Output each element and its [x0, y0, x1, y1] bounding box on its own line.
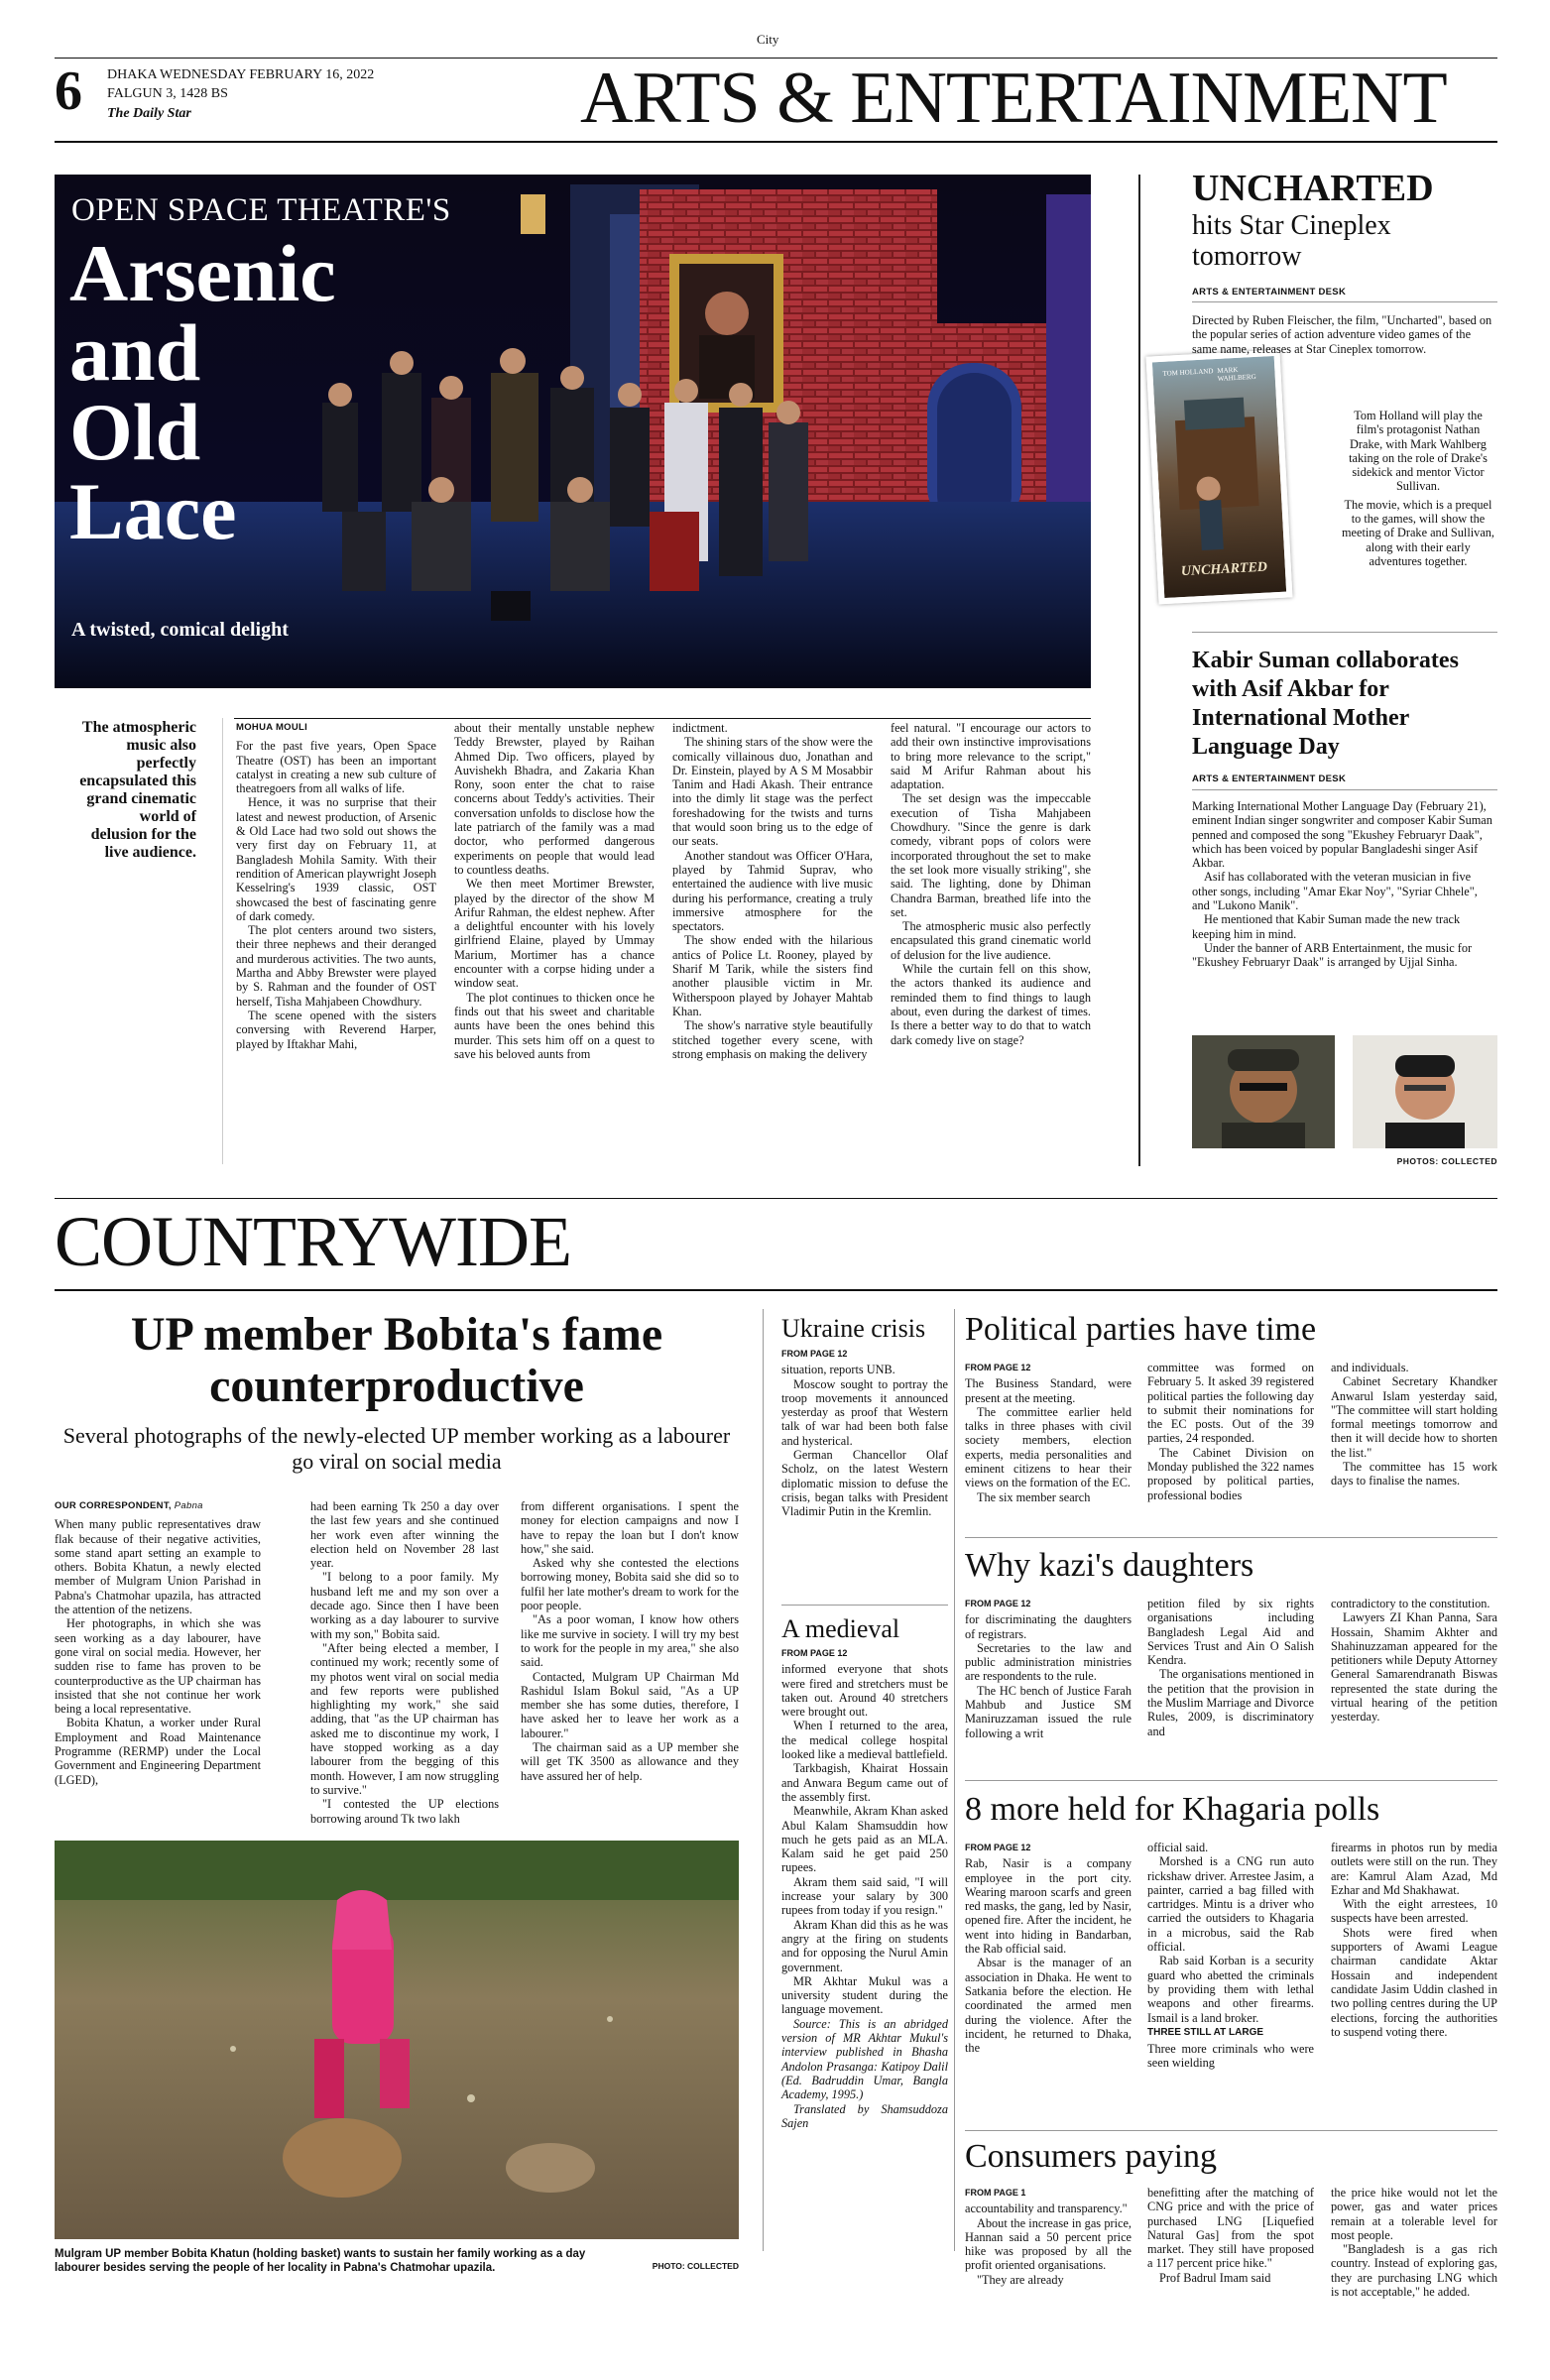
paragraph: When many public representatives draw flak because of their negative activities, some stand apart setting an example to others. Bobita Khatun, a newly elected member of Mulgram Union Parishad in Pabna's Chatmohar upazila, has attracted the attention of the netizens.	[55, 1517, 261, 1617]
arsenic-title-line: Lace	[69, 466, 237, 556]
bobita-col-3	[521, 1499, 739, 1783]
poster-title: UNCHARTED	[1180, 559, 1268, 580]
paragraph: Cabinet Secretary Khandker Anwarul Islam yesterday said, "The committee will start holding formal meetings tomorrow and then it will decide how to shorten the list."	[1331, 1374, 1497, 1460]
paragraph: Under the banner of ARB Entertainment, the music for "Ekushey Februaryr Daak" is arranged by Ujjal Sinha.	[1192, 940, 1473, 970]
paragraph: the price hike would not let the power, gas and water prices remain at a tolerable level for most people.	[1331, 2186, 1497, 2242]
bobita-byline: OUR CORRESPONDENT, Pabna	[55, 1500, 203, 1511]
uncharted-desk: ARTS & ENTERTAINMENT DESK	[1192, 287, 1347, 298]
paragraph: Lawyers ZI Khan Panna, Sara Hossain, Shamim Akhter and Shahinuzzaman appeared for the petitioners while Deputy Attorney General Samarendranath Biswas represented the state during the virtual hearing of the petition yesterday.	[1331, 1610, 1497, 1725]
kazi-col-2	[1147, 1597, 1314, 1738]
arsenic-col-2	[454, 721, 655, 1061]
paragraph: "After being elected a member, I continued my work; recently some of my photos went viral on social media and few reports were published highlighting my work," she said adding, that "as the UP chairman has asked me to discontinue my work, I have stopped working as a day labourer from the begging of this month. However, I am now struggling to survive."	[310, 1640, 499, 1797]
paragraph: About the increase in gas price, Hannan said a 50 percent price hike was proposed by all the profit oriented organisations.	[965, 2215, 1132, 2273]
paragraph: "I belong to a poor family. My husband left me and my son over a decade ago. Since then I have been working as a day labourer to survive with my son," Bobita said.	[310, 1570, 499, 1641]
paragraph: German Chancellor Olaf Scholz, on the latest Western diplomatic mission to defuse the crisis, began talks with President Vladimir Putin in the Kremlin.	[781, 1448, 948, 1519]
paragraph: The Cabinet Division on Monday published the 322 names proposed by political parties, professional bodies	[1147, 1445, 1314, 1502]
poster-name-1: TOM HOLLAND	[1162, 367, 1214, 378]
section-label: City	[757, 32, 779, 47]
paragraph: Marking International Mother Language Day (February 21), eminent Indian singer songwriter and composer Kabir Suman penned and composed the song "Ekushey Februaryr Daak", which has been voiced by popular Bangladeshi singer Asif Akbar.	[1192, 799, 1492, 871]
paragraph: The scene opened with the sisters conversing with Reverend Harper, played by Iftakhar Mahi,	[236, 1008, 436, 1051]
bobita-headline: UP member Bobita's fame counterproductive	[130, 1308, 663, 1412]
paragraph: For the past five years, Open Space Theatre (OST) has been an important catalyst in creating a new sub culture of theatregoers from all walks of life.	[236, 739, 436, 796]
arsenic-byline: MOHUA MOULI	[236, 722, 308, 733]
paragraph: Secretaries to the law and public administration ministries are respondents to the rule.	[965, 1640, 1132, 1684]
paragraph: contradictory to the constitution.	[1331, 1597, 1490, 1610]
paragraph: Absar is the manager of an association in Dhaka. He went to Satkania before the election. He coordinated the armed men during the violence. After the incident, he returned to Dhaka, the	[965, 1956, 1132, 2056]
paragraph: The organisations mentioned in the petition that the provision in the Muslim Marriage and Divorce Rules, 2009, is discriminatory and	[1147, 1667, 1315, 1738]
paragraph: He mentioned that Kabir Suman made the new track keeping him in mind.	[1192, 912, 1461, 941]
kabir-photo-credit: PHOTOS: COLLECTED	[1396, 1156, 1497, 1166]
paragraph: The HC bench of Justice Farah Mahbub and Justice SM Maniruzzaman issued the rule following a writ	[965, 1683, 1132, 1740]
arsenic-hero-photo	[55, 175, 1091, 688]
uncharted-title: UNCHARTED	[1192, 168, 1434, 209]
khagaria-col-1	[965, 1841, 1132, 2055]
paragraph: Directed by Ruben Fleischer, the film, "Uncharted", based on the popular series of action adventure video games of the same name, releases at Star Cineplex tomorrow.	[1192, 313, 1492, 356]
paragraph: Tom Holland will play the film's protagonist Nathan Drake, with Mark Wahlberg taking on the role of Drake's sidekick and mentor Victor Sullivan.	[1349, 409, 1488, 494]
consumers-col-1	[965, 2186, 1132, 2287]
paragraph: about their mentally unstable nephew Teddy Brewster, played by Raihan Ahmed Dip. Two officers, played by Auvishekh Bhadra, and Zakaria Khan Rony, soon enter the chat to raise concerns about Teddy's activities. Their conversation unfolds to disclose how the late patriarch of the family was a mad doctor, who performed dangerous experiments on people that would lead to countless deaths.	[454, 721, 655, 877]
paragraph: had been earning Tk 250 a day over the last few years and she continued her work even after winning the election held on November 28 last year.	[310, 1499, 499, 1571]
paper-logo: The Daily Star	[107, 106, 191, 121]
arsenic-title-line: Arsenic	[69, 228, 336, 318]
paragraph: from different organisations. I spent the money for election campaigns and now I have to repay the loan but I don't know how," she said.	[521, 1499, 739, 1556]
paragraph: Moscow sought to portray the troop movements it announced yesterday as proof that Western talk of war had been both false and hysterical.	[781, 1376, 948, 1448]
paragraph: The shining stars of the show were the comically villainous duo, Jonathan and Dr. Einstein, played by A S M Mosabbir Tanim and Hadi Akash. Their entrance into the dimly lit stage was the perfect foreshadowing for the twists and turns that would soon bring us to the edge of our seats.	[672, 735, 873, 849]
arsenic-col-3	[672, 721, 873, 1061]
paragraph: Meanwhile, Akram Khan asked Abul Kalam Shamsuddin how much he gets paid as an MLA. Kalam said he get paid 250 rupees.	[781, 1804, 948, 1875]
paragraph: for discriminating the daughters of registrars.	[965, 1612, 1132, 1641]
paragraph: The movie, which is a prequel to the games, will show the meeting of Drake and Sullivan, along with their early adventures together.	[1341, 497, 1494, 568]
paragraph: Shots were fired when supporters of Awami League chairman candidate Aktar Hossain and independent candidate Jasim Uddin clashed in two polling centres during the UP elections, forcing the authorities to suspend voting there.	[1331, 1925, 1497, 2039]
uncharted-subtitle: hits Star Cineplex tomorrow	[1192, 210, 1391, 272]
paragraph: The plot continues to thicken once he finds out that his sweet and charitable aunts have been the ones behind this murder. This sets him off on a quest to save his beloved aunts from	[454, 990, 655, 1061]
paragraph: The Business Standard, were present at the meeting.	[965, 1376, 1132, 1405]
paragraph: petition filed by six rights organisations including Bangladesh Legal Aid and Services Trust and Ain O Salish Kendra.	[1147, 1597, 1314, 1668]
countrywide-title: COUNTRYWIDE	[55, 1202, 571, 1281]
paragraph: situation, reports UNB.	[781, 1363, 895, 1377]
political-col-2	[1147, 1361, 1314, 1502]
asif-akbar-photo	[1353, 1035, 1497, 1148]
paragraph: feel natural. "I encourage our actors to add their own instinctive improvisations to bring more relevance to the script," said M Arifur Rahman about his adaptation.	[891, 721, 1091, 792]
paragraph: Another standout was Officer O'Hara, played by Tahmid Suprav, who entertained the audience with live music during his performance, creating a truly immersive atmosphere for the spectators.	[672, 848, 873, 934]
from-page: FROM PAGE 12	[965, 1843, 1031, 1852]
ukraine-body	[781, 1347, 948, 1519]
khagaria-subhead: THREE STILL AT LARGE	[1147, 2026, 1264, 2038]
translator-note: Translated by Shamsuddoza Sajen	[781, 2101, 948, 2130]
from-page: FROM PAGE 12	[781, 1648, 848, 1658]
political-headline: Political parties have time	[965, 1311, 1317, 1348]
paragraph: Asif has collaborated with the veteran musician in five other songs, including "Amar Ekar Noy", "Syriar Chhele", and "Lukono Manik".	[1192, 870, 1478, 913]
arsenic-tagline: A twisted, comical delight	[71, 619, 289, 641]
paragraph: MR Akhtar Mukul was a university student during the language movement.	[781, 1973, 948, 2017]
medieval-body	[781, 1646, 948, 2130]
paragraph: and individuals.	[1331, 1361, 1409, 1374]
from-page: FROM PAGE 12	[965, 1599, 1031, 1608]
consumers-headline: Consumers paying	[965, 2138, 1218, 2175]
paragraph: firearms in photos run by media outlets were still on the run. They are: Kamrul Alam Azad, Md Ezhar and Md Shakhawat.	[1331, 1841, 1497, 1897]
political-col-1	[965, 1361, 1132, 1504]
paragraph: Bobita Khatun, a worker under Rural Employment and Road Maintenance Programme (RERMP) under the Local Government and Engineering Department (LGED),	[55, 1716, 261, 1787]
khagaria-headline: 8 more held for Khagaria polls	[965, 1791, 1380, 1828]
paragraph: Tarkbagish, Khairat Hossain and Anwara Begum came out of the assembly first.	[781, 1761, 948, 1804]
arsenic-pull-quote: The atmospheric music also perfectly encapsulated this grand cinematic world of delusion for the live audience.	[79, 719, 196, 861]
bangla-date: FALGUN 3, 1428 BS	[107, 86, 228, 101]
paragraph: Three more criminals who were seen wielding	[1147, 2042, 1314, 2071]
paragraph: Asked why she contested the elections borrowing money, Bobita said she did so to fulfil her late mother's dream to work for the poor people.	[521, 1556, 739, 1613]
kabir-desk: ARTS & ENTERTAINMENT DESK	[1192, 774, 1347, 784]
ukraine-headline: Ukraine crisis	[781, 1314, 926, 1343]
paragraph: The show ended with the hilarious antics of Police Lt. Rooney, played by Sharif M Tarik, while the sisters find another plausible victim in Mr. Witherspoon played by Johayer Mahtab Khan.	[672, 933, 873, 1018]
consumers-col-3	[1331, 2186, 1497, 2299]
paragraph: accountability and transparency."	[965, 2202, 1128, 2216]
date-line: DHAKA WEDNESDAY FEBRUARY 16, 2022	[107, 67, 375, 82]
arsenic-title-line: and	[69, 307, 201, 398]
bobita-photo-caption: Mulgram UP member Bobita Khatun (holding basket) wants to sustain her family working as a day labourer besides serving the people of her locality in Pabna's Chatmohar upazila.	[55, 2248, 586, 2274]
from-page: FROM PAGE 1	[965, 2188, 1026, 2198]
paragraph: official said.	[1147, 1841, 1209, 1854]
paragraph: Akram Khan did this as he was angry at the firing on students and for opposing the Nurul Amin government.	[781, 1917, 948, 1974]
paragraph: "They are already	[977, 2272, 1064, 2287]
kazi-col-1	[965, 1597, 1132, 1740]
paragraph: The show's narrative style beautifully stitched together every scene, with strong emphasis on making the delivery	[672, 1018, 873, 1061]
paragraph: When I returned to the area, the medical college hospital looked like a medieval battlefield.	[781, 1719, 948, 1762]
arsenic-title	[69, 228, 336, 556]
paragraph: The plot centers around two sisters, their three nephews and their deranged and murderous activities. The two aunts, Martha and Abby Brewster were played by S. Rahman and the founder of OST herself, Tisha Mahjabeen Chowdhury.	[236, 923, 436, 1009]
political-col-3	[1331, 1361, 1497, 1488]
uncharted-body-2	[1339, 409, 1497, 568]
kabir-body	[1192, 799, 1497, 970]
paragraph: Rab, Nasir is a company employee in the port city. Wearing maroon scarfs and green red masks, the gang, led by Nasir, opened fire. After the incident, he went into hiding in Bandarban, the Rab official said.	[965, 1856, 1132, 1957]
bobita-col-1	[55, 1499, 261, 1787]
source-note: Source: This is an abridged version of MR Akhtar Mukul's interview published in Bhasha Andolon Prasanga: Katipoy Dalil (Ed. Badruddin Umar, Bangla Academy, 1995.)	[781, 2016, 948, 2102]
paragraph: The six member search	[977, 1489, 1091, 1504]
paragraph: With the eight arrestees, 10 suspects have been arrested.	[1331, 1897, 1497, 1926]
from-page: FROM PAGE 12	[781, 1349, 848, 1359]
paragraph: benefitting after the matching of CNG price and with the price of purchased LNG [Liquefied Natural Gas] from the spot market. They still have proposed a 117 percent price hike."	[1147, 2186, 1314, 2271]
paragraph: "Bangladesh is a gas rich country. Instead of exploring gas, they are purchasing LNG which is not acceptable," he added.	[1331, 2242, 1497, 2300]
paragraph: Her photographs, in which she was seen working as a day labourer, have gone viral on social media. However, her sudden rise to fame has proven to be counterproductive as the UP chairman has insisted that she not continue her work being a local representative.	[55, 1616, 261, 1717]
medieval-headline: A medieval	[781, 1614, 900, 1643]
khagaria-col-2	[1147, 1841, 1314, 2071]
paragraph: The chairman said as a UP member she will get TK 3500 as allowance and they have assured her of help.	[521, 1740, 739, 1783]
arsenic-title-line: Old	[69, 387, 201, 477]
khagaria-col-3	[1331, 1841, 1497, 2039]
paragraph: "As a poor woman, I know how others like me survive in society. I will try my best to work for the people in my area," she also said.	[521, 1612, 739, 1670]
paragraph: While the curtain fell on this show, the actors thanked its audience and reminded them to find things to laugh about, even during the darkest of times. Is there a better way to do that to watch dark comedy live on stage?	[891, 962, 1091, 1047]
paragraph: The atmospheric music also perfectly encapsulated this grand cinematic world of delusion for the live audience.	[891, 919, 1091, 962]
paragraph: We then meet Mortimer Brewster, played by the director of the show M Arifur Rahman, the eldest nephew. After a delightful encounter with his lovely girlfriend Elaine, played by Ummay Marium, Mortimer has a chance encounter with a corpse hiding under a window seat.	[454, 877, 655, 991]
paragraph: Prof Badrul Imam said	[1159, 2270, 1271, 2285]
kazi-col-3	[1331, 1597, 1497, 1725]
paragraph: Morshed is a CNG run auto rickshaw driver. Arrestee Jasim, a painter, carried a bag filled with cartridges. Mintu is a driver who carried the outsiders to Khagaria in a microbus, said the Rab official.	[1147, 1854, 1314, 1955]
paragraph: informed everyone that shots were fired and stretchers must be taken out. Around 40 stretchers were brought out.	[781, 1662, 948, 1720]
kabir-suman-photo	[1192, 1035, 1335, 1148]
uncharted-body	[1192, 313, 1497, 356]
consumers-col-2	[1147, 2186, 1314, 2285]
section-title: ARTS & ENTERTAINMENT	[580, 58, 1447, 139]
paragraph: The committee has 15 work days to finalise the names.	[1331, 1460, 1497, 1488]
paragraph: indictment.	[672, 721, 728, 735]
uncharted-poster	[1146, 350, 1293, 605]
paragraph: Akram them said said, "I will increase your salary by 300 rupees from today if you resign."	[781, 1874, 948, 1918]
kabir-title: Kabir Suman collaborates with Asif Akbar for International Mother Language Day	[1192, 648, 1459, 760]
from-page: FROM PAGE 12	[965, 1363, 1031, 1372]
bobita-deck: Several photographs of the newly-elected UP member working as a labourer go viral on social media	[62, 1423, 731, 1474]
arsenic-col-1	[236, 721, 436, 1051]
bobita-photo-credit: PHOTO: COLLECTED	[652, 2261, 739, 2271]
paragraph: The set design was the impeccable execution of Tisha Mahjabeen Chowdhury. "Since the genre is dark comedy, vibrant pops of colors were incorporated throughout the set to make the set look more visually striking", she said. The lighting, done by Dhiman Chandra Barman, breathed life into the set.	[891, 791, 1091, 919]
bobita-photo	[55, 1841, 739, 2239]
arsenic-col-4	[891, 721, 1091, 1047]
paragraph: The committee earlier held talks in three phases with civil society members, election experts, media personalities and eminent citizens to hear their views on the formation of the EC.	[965, 1404, 1132, 1490]
arsenic-kicker: OPEN SPACE THEATRE'S	[71, 192, 451, 228]
kazi-headline: Why kazi's daughters	[965, 1547, 1254, 1584]
page-number: 6	[55, 60, 82, 122]
paragraph: Contacted, Mulgram UP Chairman Md Rashidul Islam Bokul said, "As a UP member she has some duties, therefore, I have asked her to leave her work as a labourer."	[521, 1669, 739, 1740]
paragraph: Hence, it was no surprise that their latest and newest production, of Arsenic & Old Lace had two sold out shows the very first day on February 11, at Bangladesh Mohila Samity. With their rendition of American playwright Joseph Kesselring's 1939 classic, OST showcased the best of fascinating genre of dark comedy.	[236, 795, 436, 923]
paragraph: "I contested the UP elections borrowing around Tk two lakh	[310, 1797, 499, 1826]
poster-name-2: MARK WAHLBERG	[1217, 365, 1256, 383]
paragraph: Rab said Korban is a security guard who abetted the criminals by providing them with lethal weapons and other firearms. Ismail is a land broker.	[1147, 1954, 1314, 2025]
bobita-col-2	[310, 1499, 499, 1826]
paragraph: committee was formed on February 5. It asked 39 registered political parties the following day to submit their nominations for the EC posts. Out of the 39 parties, 24 responded.	[1147, 1361, 1314, 1446]
